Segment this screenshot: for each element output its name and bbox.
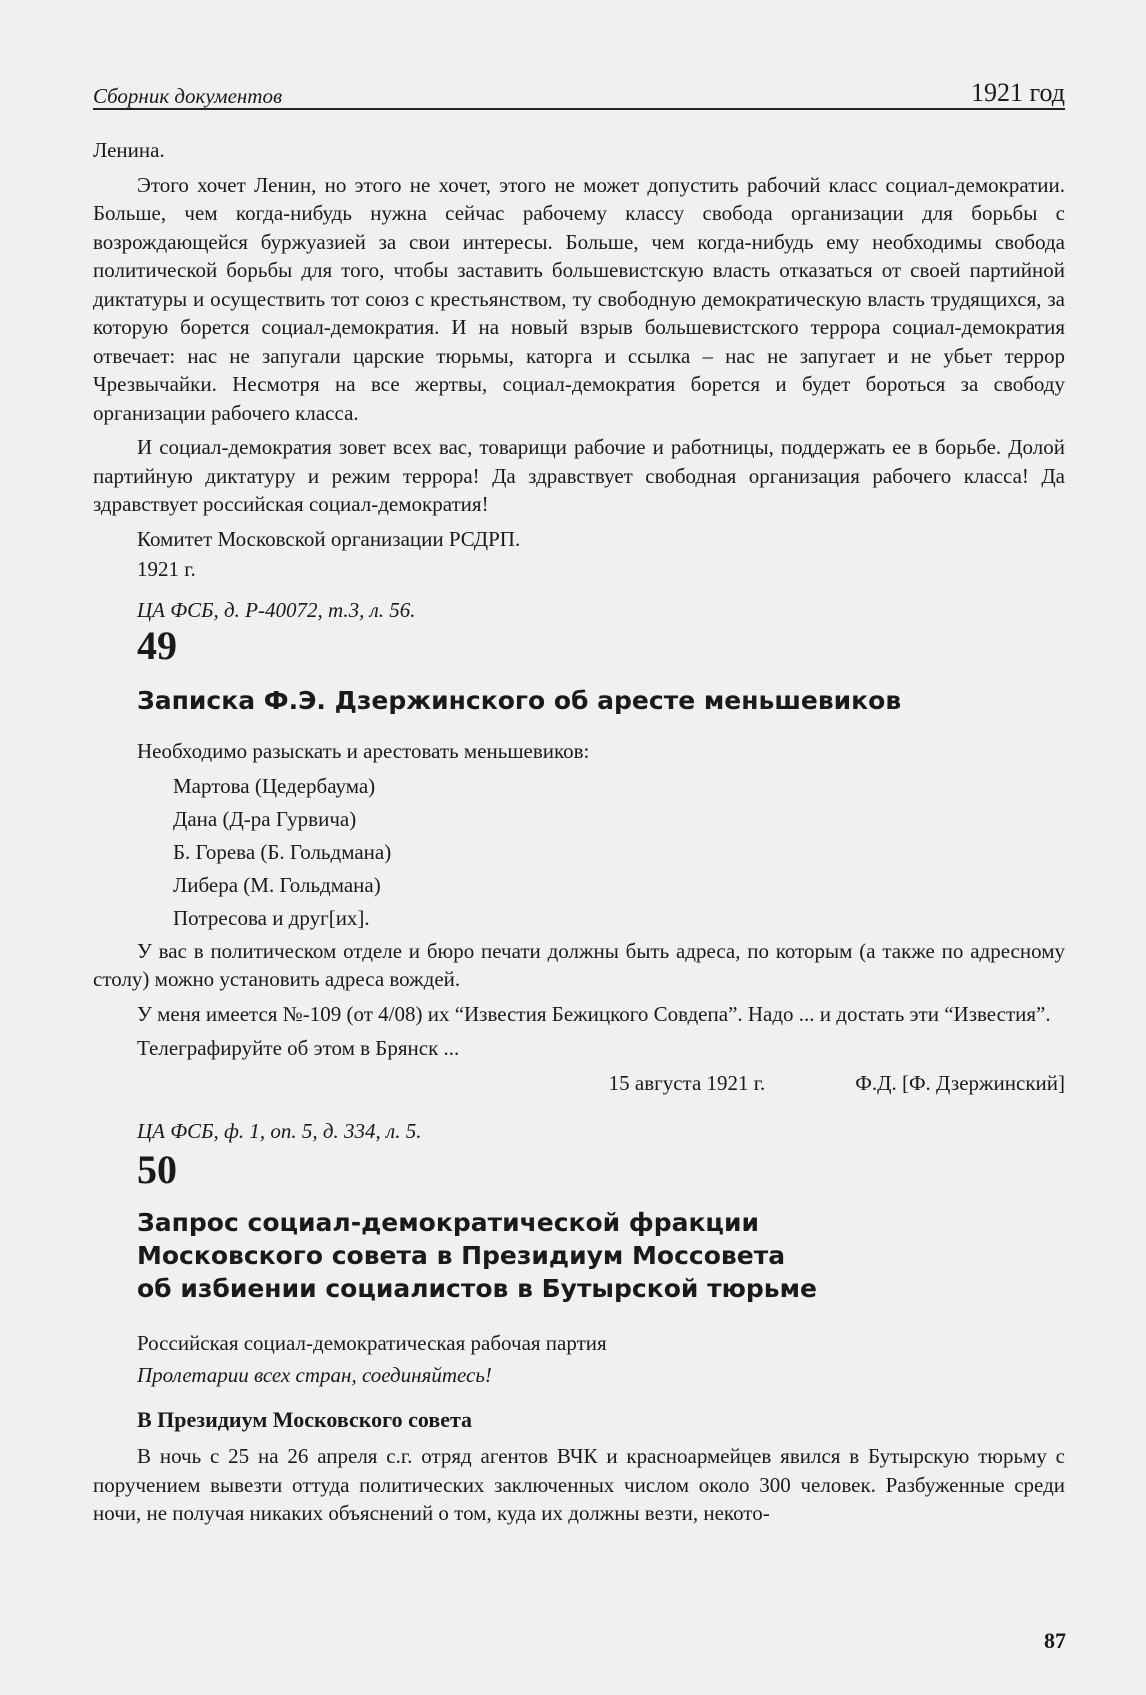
- title-line: Запрос социал-демократической фракции: [137, 1207, 759, 1237]
- date-signature-row: [93, 1069, 1065, 1098]
- party-name: Российская социал-демократическая рабочая партия: [137, 1330, 607, 1355]
- archive-reference: ЦА ФСБ, д. Р-40072, т.3, л. 56.: [137, 597, 416, 622]
- document-number: 50: [137, 1146, 177, 1192]
- page-number: 87: [1044, 1628, 1066, 1653]
- document-date: 1921 г.: [137, 557, 196, 581]
- signature: Комитет Московской организации РСДРП.: [137, 526, 521, 551]
- document-title: Записка Ф.Э. Дзержинского об аресте меньшевиков: [137, 686, 902, 715]
- paragraph: У вас в политическом отделе и бюро печати должны быть адреса, по которым (а также по адресному столу) можно установить адреса вождей.: [93, 938, 1065, 991]
- archive-reference: ЦА ФСБ, ф. 1, оп. 5, д. 334, л. 5.: [137, 1119, 422, 1143]
- paragraph: В ночь с 25 на 26 апреля с.г. отряд агентов ВЧК и красноармейцев явился в Бутырскую тюрьму с поручением вывезти оттуда политических заключенных числом около 300 человек. Разбуженные среди ночи, не получая никаких объяснений о том, куда их должны везти, некото-: [93, 1444, 1065, 1525]
- addressee: В Президиум Московского совета: [137, 1406, 473, 1432]
- list-item: Мартова (Цедербаума): [173, 773, 376, 798]
- list-item: Потресова и друг[их].: [173, 905, 370, 930]
- document-number: 49: [137, 623, 177, 668]
- paragraph: У меня имеется №-109 (от 4/08) их “Известия Бежицкого Совдепа”. Надо ... и достать эти “Известия”.: [137, 1001, 1051, 1026]
- paragraph: Ленина.: [93, 138, 165, 162]
- slogan: Пролетарии всех стран, соединяйтесь!: [137, 1363, 492, 1387]
- paragraph: И социал-демократия зовет всех вас, товарищи рабочие и работницы, поддержать ее в борьбе. Долой партийную диктатуру и режим террора! Да здравствует свободная организация рабочего класса! Да здравствует российская социал-демократия!: [93, 435, 1065, 516]
- document-date: 15 августа 1921 г.: [608, 1070, 766, 1095]
- body-text: [93, 136, 1065, 1528]
- list-item: Дана (Д-ра Гурвича): [173, 806, 357, 831]
- paragraph: Этого хочет Ленин, но этого не хочет, этого не может допустить рабочий класс социал-демократии. Больше, чем когда-нибудь нужна сейчас рабочему классу свобода организации для борьбы с возрождающейся буржуазией за свои интересы. Больше, чем когда-нибудь ему необходимы свобода политической борьбы для того, чтобы заставить большевистскую власть отказаться от своей партийной диктатуры и осуществить тот союз с крестьянством, ту свободную демократическую власть трудящихся, за которую борется социал-демократия. И на новый взрыв большевистского террора социал-демократия отвечает: нас не запугали царские тюрьмы, каторга и ссылка – нас не запугает и не убьет террор Чрезвычайки. Несмотря на все жертвы, социал-демократия борется и будет бороться за свободу организации рабочего класса.: [93, 172, 1065, 425]
- title-line: Московского совета в Президиум Моссовета: [137, 1240, 786, 1270]
- name-list: [93, 770, 1065, 935]
- header-year: 1921 год: [971, 78, 1065, 107]
- title-line: об избиении социалистов в Бутырской тюрьме: [137, 1273, 818, 1303]
- list-item: Б. Горева (Б. Гольдмана): [173, 839, 392, 864]
- list-item: Либера (М. Гольдмана): [173, 872, 381, 897]
- signature: Ф.Д. [Ф. Дзержинский]: [855, 1070, 1065, 1095]
- paragraph: Необходимо разыскать и арестовать меньшевиков:: [137, 739, 590, 763]
- collection-title: Сборник документов: [93, 84, 283, 108]
- running-header: [93, 78, 1065, 110]
- paragraph: Телеграфируйте об этом в Брянск ...: [137, 1036, 460, 1060]
- document-title: [93, 1206, 1065, 1305]
